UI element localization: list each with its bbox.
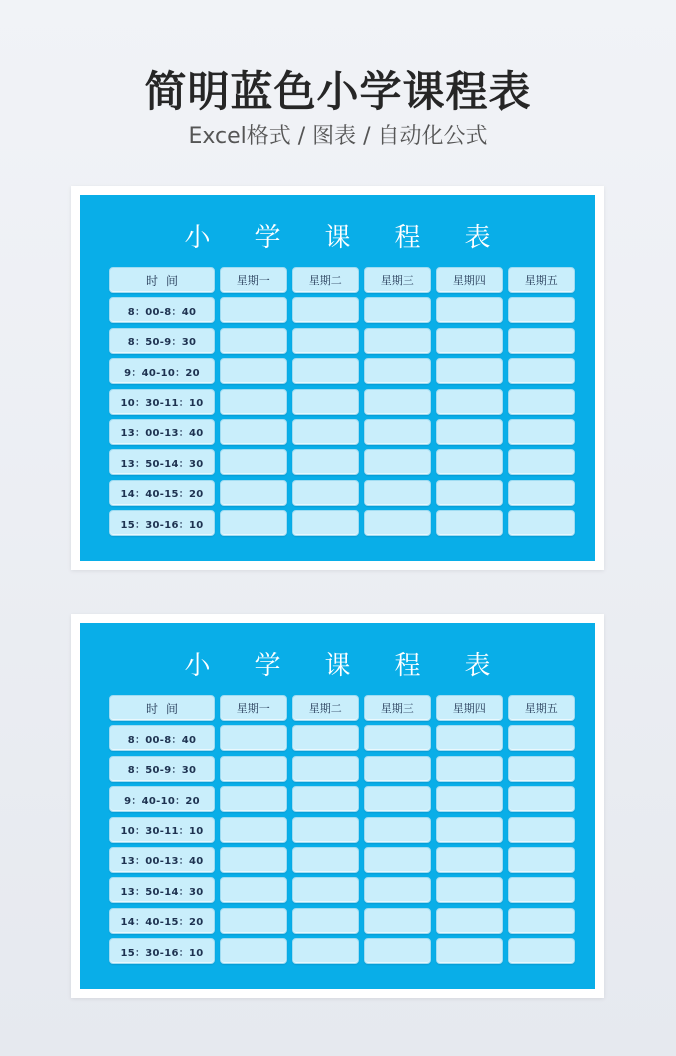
class-slot-cell[interactable] <box>220 389 288 415</box>
day-header-cell: 星期二 <box>292 695 360 721</box>
period-row <box>109 756 575 786</box>
period-time-cell: 13：00-13：40 <box>109 419 215 445</box>
class-slot-cell[interactable] <box>220 877 288 903</box>
header-row <box>109 695 575 725</box>
class-slot-cell[interactable] <box>364 389 432 415</box>
class-slot-cell[interactable] <box>220 817 288 843</box>
period-time-cell: 8：00-8：40 <box>109 725 215 751</box>
class-slot-cell[interactable] <box>508 480 576 506</box>
period-row <box>109 419 575 449</box>
class-slot-cell[interactable] <box>364 877 432 903</box>
class-slot-cell[interactable] <box>436 938 504 964</box>
class-slot-cell[interactable] <box>364 817 432 843</box>
class-slot-cell[interactable] <box>508 908 576 934</box>
class-slot-cell[interactable] <box>436 297 504 323</box>
period-time-cell: 13：50-14：30 <box>109 449 215 475</box>
class-slot-cell[interactable] <box>508 419 576 445</box>
day-header-cell: 星期一 <box>220 267 288 293</box>
class-slot-cell[interactable] <box>436 419 504 445</box>
class-slot-cell[interactable] <box>436 389 504 415</box>
period-time-cell: 15：30-16：10 <box>109 510 215 536</box>
class-slot-cell[interactable] <box>364 908 432 934</box>
class-slot-cell[interactable] <box>292 389 360 415</box>
class-slot-cell[interactable] <box>292 480 360 506</box>
time-header-cell: 时间 <box>109 695 215 721</box>
class-slot-cell[interactable] <box>508 938 576 964</box>
class-slot-cell[interactable] <box>220 419 288 445</box>
class-slot-cell[interactable] <box>508 725 576 751</box>
timetable-preview-1 <box>71 186 604 570</box>
period-time-cell: 14：40-15：20 <box>109 480 215 506</box>
class-slot-cell[interactable] <box>364 756 432 782</box>
class-slot-cell[interactable] <box>364 358 432 384</box>
class-slot-cell[interactable] <box>436 756 504 782</box>
class-slot-cell[interactable] <box>292 877 360 903</box>
period-row <box>109 908 575 938</box>
day-header-cell: 星期三 <box>364 695 432 721</box>
class-slot-cell[interactable] <box>292 756 360 782</box>
period-row <box>109 480 575 510</box>
day-header-cell: 星期三 <box>364 267 432 293</box>
class-slot-cell[interactable] <box>436 877 504 903</box>
class-slot-cell[interactable] <box>436 817 504 843</box>
class-slot-cell[interactable] <box>436 786 504 812</box>
class-slot-cell[interactable] <box>292 449 360 475</box>
class-slot-cell[interactable] <box>364 725 432 751</box>
class-slot-cell[interactable] <box>292 358 360 384</box>
period-row <box>109 817 575 847</box>
class-slot-cell[interactable] <box>220 725 288 751</box>
class-slot-cell[interactable] <box>364 480 432 506</box>
class-slot-cell[interactable] <box>436 847 504 873</box>
class-slot-cell[interactable] <box>220 328 288 354</box>
class-slot-cell[interactable] <box>364 786 432 812</box>
day-header-cell: 星期四 <box>436 267 504 293</box>
class-slot-cell[interactable] <box>220 908 288 934</box>
period-row <box>109 725 575 755</box>
period-row <box>109 389 575 419</box>
class-slot-cell[interactable] <box>364 328 432 354</box>
class-slot-cell[interactable] <box>508 389 576 415</box>
day-header-cell: 星期四 <box>436 695 504 721</box>
timetable-sheet <box>80 623 595 989</box>
class-slot-cell[interactable] <box>508 510 576 536</box>
class-slot-cell[interactable] <box>292 419 360 445</box>
class-slot-cell[interactable] <box>508 358 576 384</box>
class-slot-cell[interactable] <box>508 297 576 323</box>
class-slot-cell[interactable] <box>220 510 288 536</box>
page-title: 简明蓝色小学课程表 <box>144 67 532 116</box>
period-row <box>109 847 575 877</box>
class-slot-cell[interactable] <box>292 938 360 964</box>
sheet-title: 小学课程表 <box>184 223 535 253</box>
period-time-cell: 10：30-11：10 <box>109 389 215 415</box>
timetable-sheet <box>80 195 595 561</box>
class-slot-cell[interactable] <box>292 510 360 536</box>
period-time-cell: 13：00-13：40 <box>109 847 215 873</box>
class-slot-cell[interactable] <box>220 938 288 964</box>
class-slot-cell[interactable] <box>436 328 504 354</box>
class-slot-cell[interactable] <box>364 938 432 964</box>
class-slot-cell[interactable] <box>292 328 360 354</box>
class-slot-cell[interactable] <box>292 908 360 934</box>
period-time-cell: 8：00-8：40 <box>109 297 215 323</box>
class-slot-cell[interactable] <box>364 297 432 323</box>
period-row <box>109 938 575 968</box>
period-time-cell: 9：40-10：20 <box>109 358 215 384</box>
class-slot-cell[interactable] <box>436 358 504 384</box>
class-slot-cell[interactable] <box>508 786 576 812</box>
class-slot-cell[interactable] <box>220 449 288 475</box>
class-slot-cell[interactable] <box>508 328 576 354</box>
period-time-cell: 8：50-9：30 <box>109 756 215 782</box>
class-slot-cell[interactable] <box>508 877 576 903</box>
timetable-grid <box>109 695 575 969</box>
class-slot-cell[interactable] <box>436 908 504 934</box>
class-slot-cell[interactable] <box>292 786 360 812</box>
day-header-cell: 星期五 <box>508 695 576 721</box>
day-header-cell: 星期一 <box>220 695 288 721</box>
class-slot-cell[interactable] <box>220 756 288 782</box>
period-time-cell: 8：50-9：30 <box>109 328 215 354</box>
period-row <box>109 877 575 907</box>
class-slot-cell[interactable] <box>292 847 360 873</box>
class-slot-cell[interactable] <box>436 480 504 506</box>
period-row <box>109 328 575 358</box>
time-header-cell: 时间 <box>109 267 215 293</box>
class-slot-cell[interactable] <box>508 449 576 475</box>
class-slot-cell[interactable] <box>364 419 432 445</box>
class-slot-cell[interactable] <box>508 756 576 782</box>
timetable-grid <box>109 267 575 541</box>
period-time-cell: 15：30-16：10 <box>109 938 215 964</box>
period-row <box>109 358 575 388</box>
class-slot-cell[interactable] <box>364 449 432 475</box>
class-slot-cell[interactable] <box>436 510 504 536</box>
period-row <box>109 786 575 816</box>
class-slot-cell[interactable] <box>436 725 504 751</box>
period-time-cell: 10：30-11：10 <box>109 817 215 843</box>
class-slot-cell[interactable] <box>292 817 360 843</box>
class-slot-cell[interactable] <box>364 847 432 873</box>
header-row <box>109 267 575 297</box>
class-slot-cell[interactable] <box>220 786 288 812</box>
period-time-cell: 13：50-14：30 <box>109 877 215 903</box>
class-slot-cell[interactable] <box>220 480 288 506</box>
class-slot-cell[interactable] <box>292 725 360 751</box>
period-row <box>109 510 575 540</box>
class-slot-cell[interactable] <box>220 358 288 384</box>
day-header-cell: 星期二 <box>292 267 360 293</box>
class-slot-cell[interactable] <box>220 847 288 873</box>
class-slot-cell[interactable] <box>220 297 288 323</box>
page-subtitle: Excel格式 / 图表 / 自动化公式 <box>188 124 488 149</box>
day-header-cell: 星期五 <box>508 267 576 293</box>
period-row <box>109 297 575 327</box>
class-slot-cell[interactable] <box>508 817 576 843</box>
class-slot-cell[interactable] <box>364 510 432 536</box>
class-slot-cell[interactable] <box>508 847 576 873</box>
timetable-preview-2 <box>71 614 604 998</box>
period-time-cell: 14：40-15：20 <box>109 908 215 934</box>
sheet-title: 小学课程表 <box>184 651 535 681</box>
period-time-cell: 9：40-10：20 <box>109 786 215 812</box>
class-slot-cell[interactable] <box>292 297 360 323</box>
period-row <box>109 449 575 479</box>
class-slot-cell[interactable] <box>436 449 504 475</box>
